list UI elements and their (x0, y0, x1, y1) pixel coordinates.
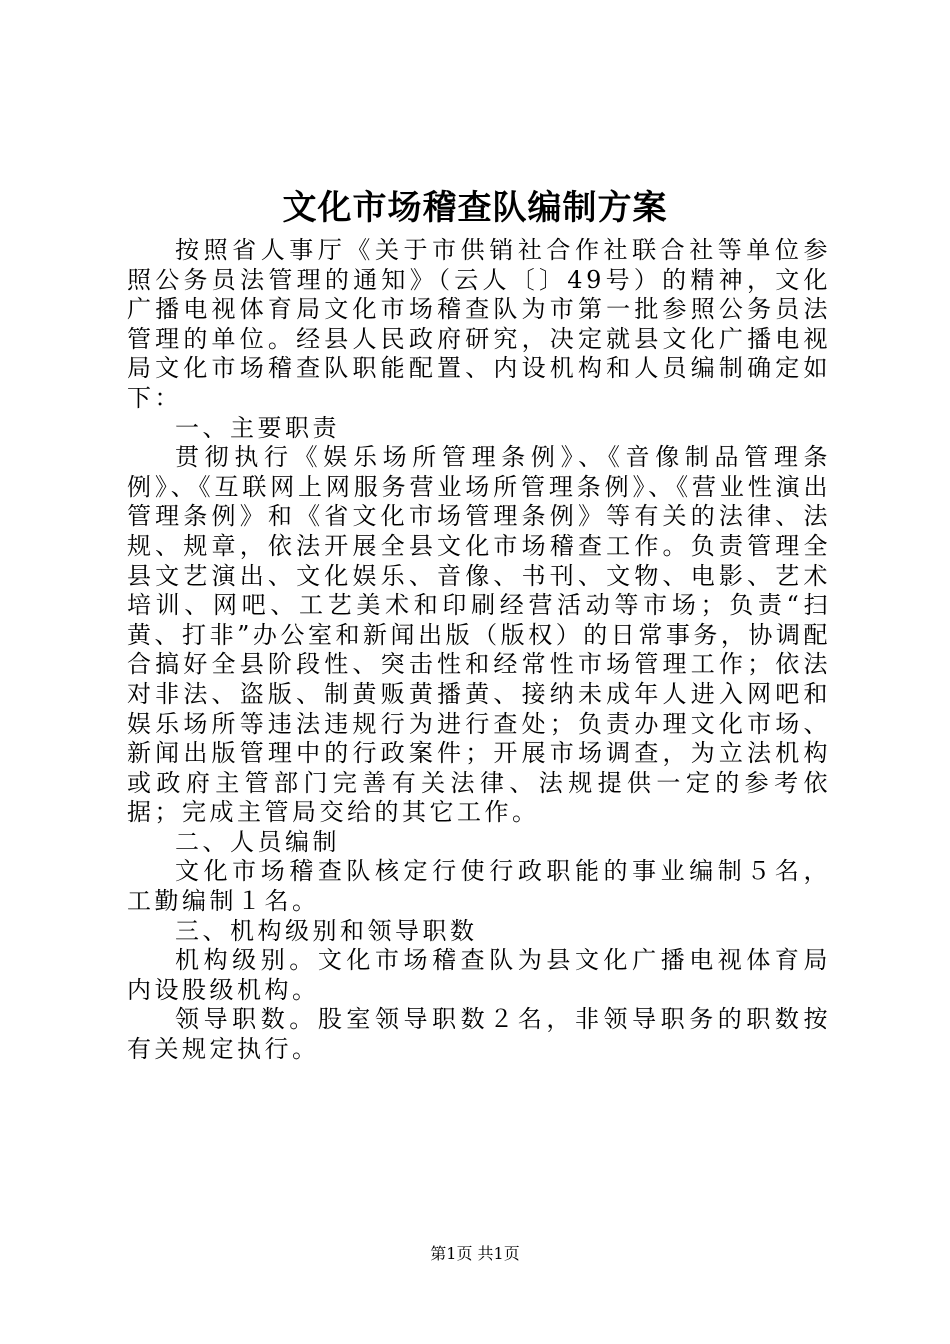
section-heading-duties: 一、主要职责 (175, 413, 340, 442)
paragraph-intro: 按照省人事厅《关于市供销社合作社联合社等单位参照公务员法管理的通知》（云人〔〕49号）的精神，文化广播电视体育局文化市场稽查队为市第一批参照公务员法管理的单位。经县人民政府研究，决定就县文化广播电视局文化市场稽查队职能配置、内设机构和人员编制确定如下： (127, 236, 831, 412)
paragraph-duties: 贯彻执行《娱乐场所管理条例》、《音像制品管理条例》、《互联网上网服务营业场所管理条例》、《营业性演出管理条例》和《省文化市场管理条例》等有关的法律、法规、规章，依法开展全县文化市场稽查工作。负责管理全县文艺演出、文化娱乐、音像、书刊、文物、电影、艺术培训、网吧、工艺美术和印刷经营活动等市场；负责“扫黄、打非”办公室和新闻出版（版权）的日常事务，协调配合搞好全县阶段性、突击性和经常性市场管理工作；依法对非法、盗版、制黄贩黄播黄、接纳未成年人进入网吧和娱乐场所等违法违规行为进行查处；负责办理文化市场、新闻出版管理中的行政案件；开展市场调查，为立法机构或政府主管部门完善有关法律、法规提供一定的参考依据；完成主管局交给的其它工作。 (127, 443, 831, 827)
paragraph-staffing: 文化市场稽查队核定行使行政职能的事业编制５名，工勤编制１名。 (127, 857, 831, 916)
paragraph-institution-level: 机构级别。文化市场稽查队为县文化广播电视体育局内设股级机构。 (127, 946, 831, 1004)
document-body (127, 236, 831, 1065)
page-footer: 第1页 共1页 (430, 1244, 520, 1263)
document-title: 文化市场稽查队编制方案 (282, 188, 668, 228)
paragraph-leadership-positions: 领导职数。股室领导职数２名，非领导职务的职数按有关规定执行。 (127, 1005, 831, 1064)
section-heading-staffing: 二、人员编制 (175, 827, 340, 856)
section-heading-level-leadership: 三、机构级别和领导职数 (175, 916, 478, 945)
